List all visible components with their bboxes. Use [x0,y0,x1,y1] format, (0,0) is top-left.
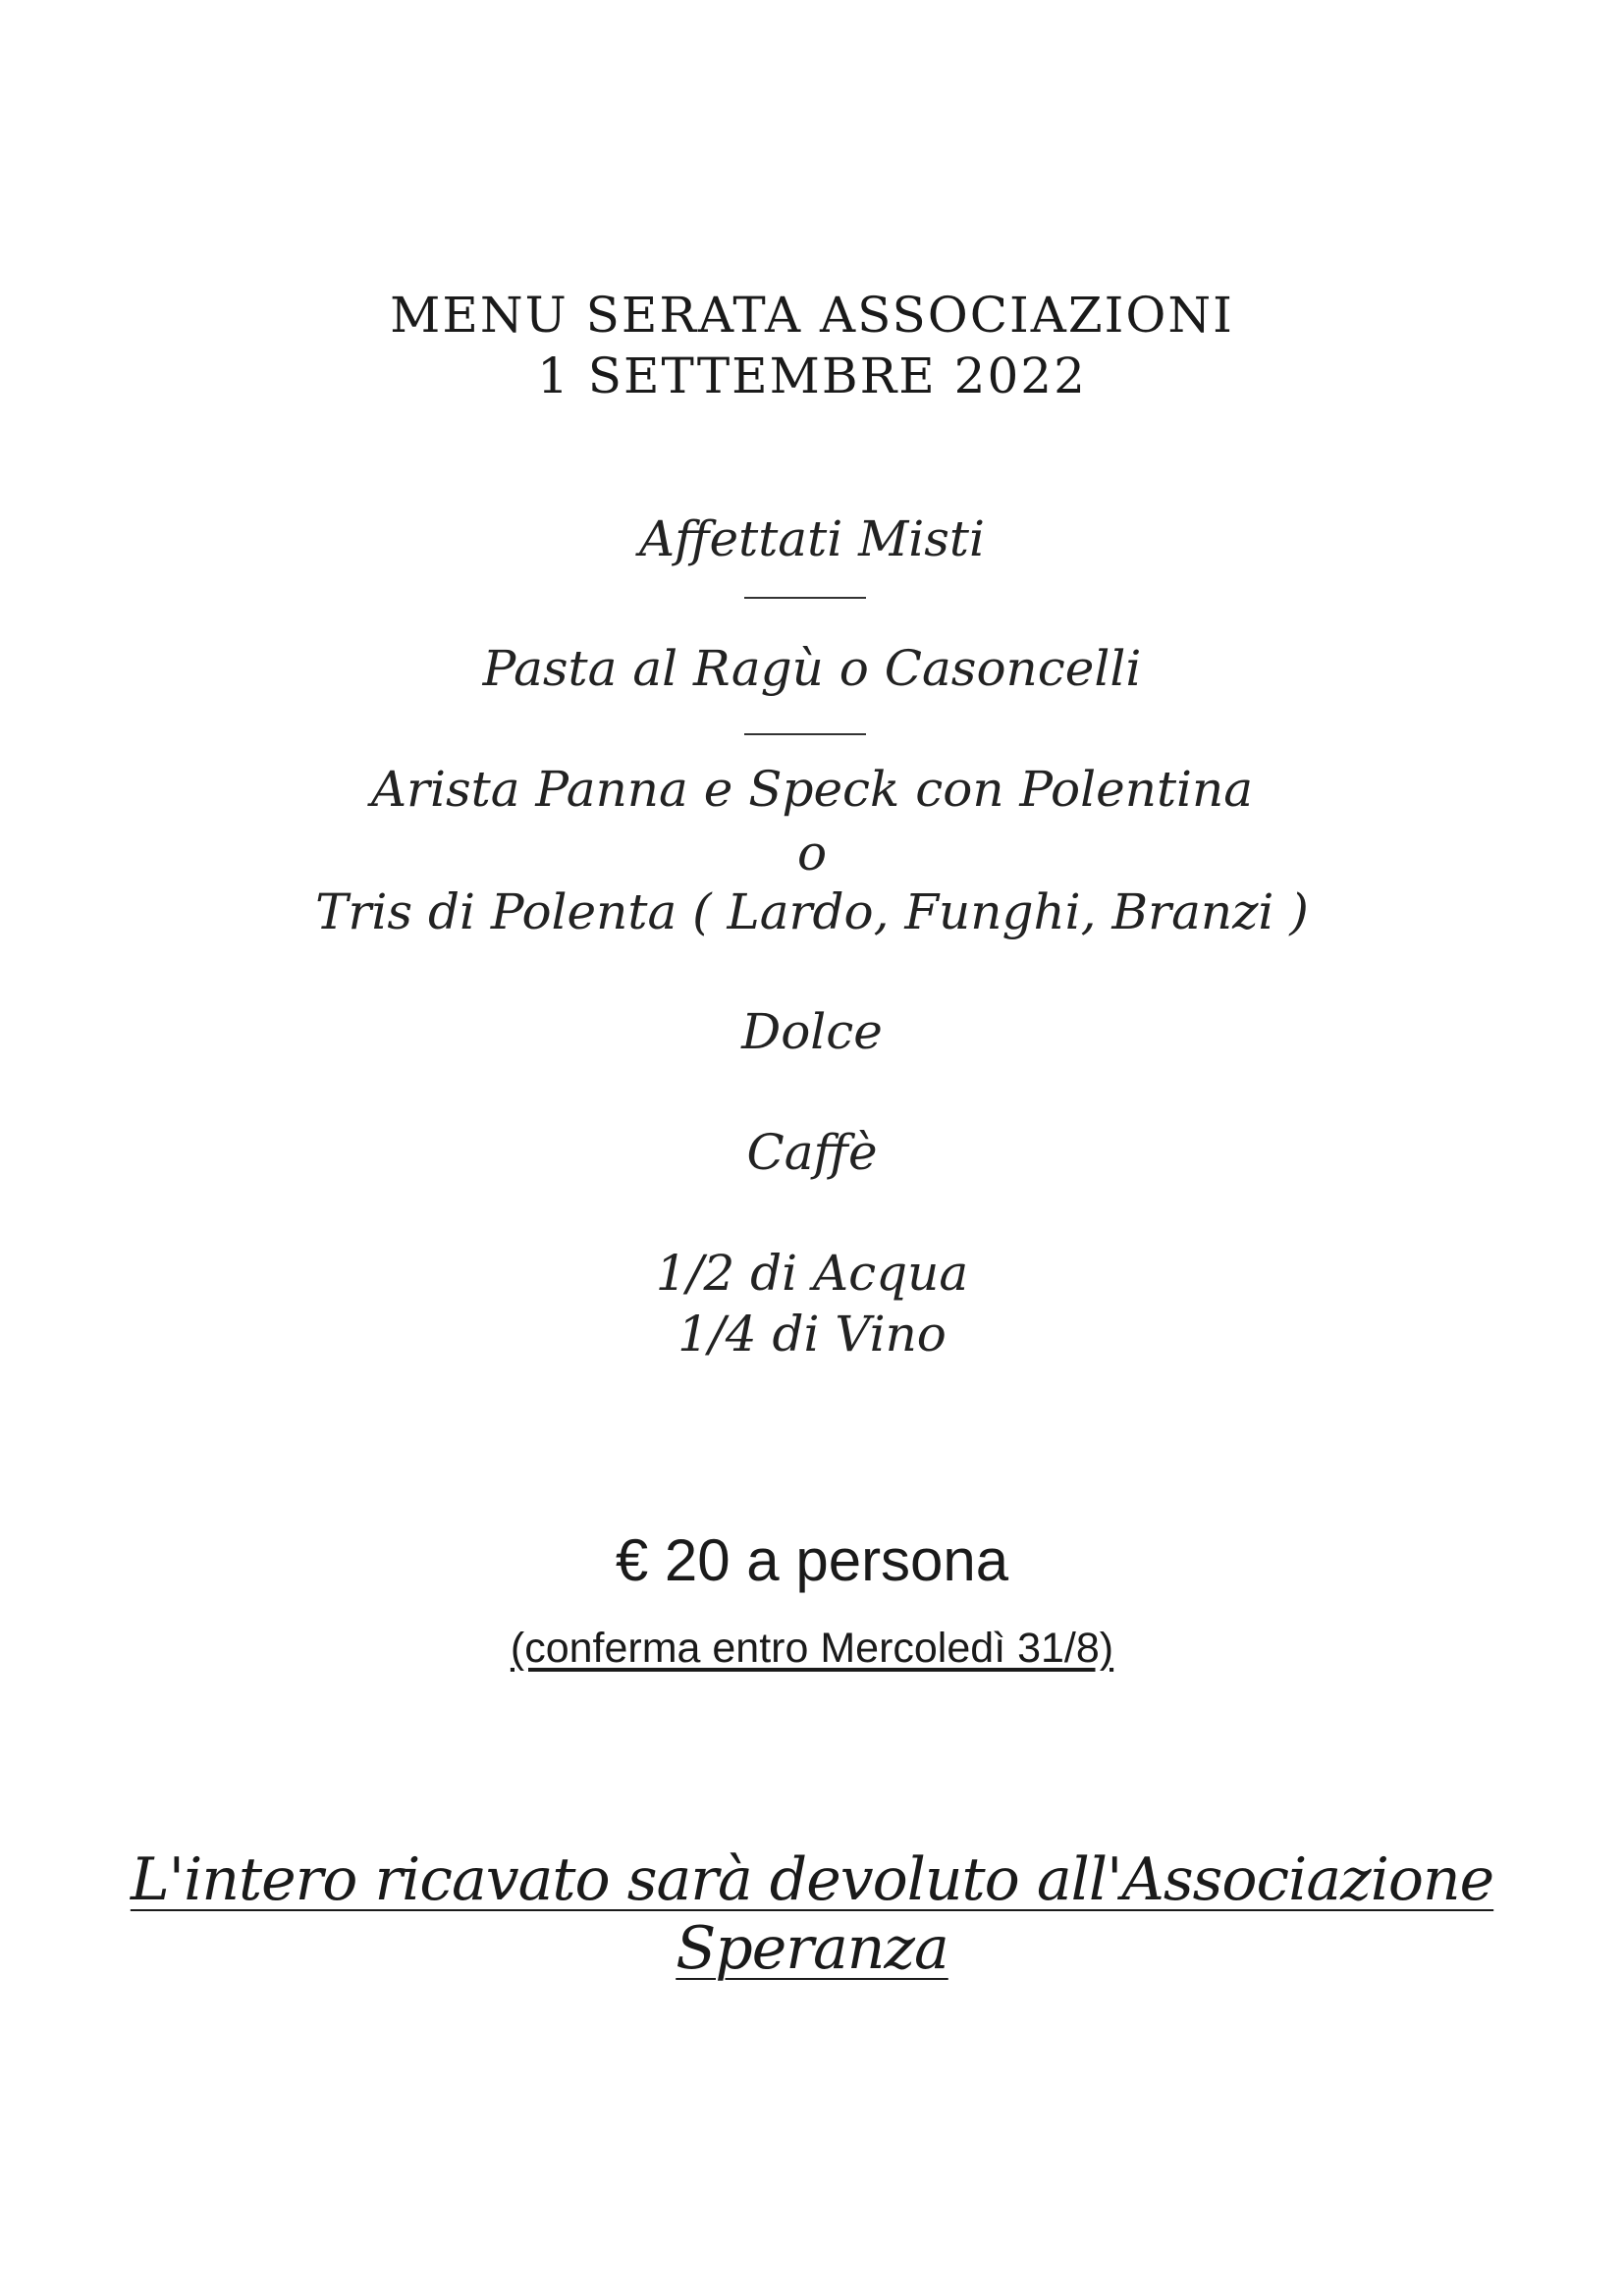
course-primo: Pasta al Ragù o Casoncelli [482,640,1142,697]
title-line-date: 1 SETTEMBRE 2022 [537,347,1087,404]
price-per-person: € 20 a persona [615,1527,1009,1593]
course-caffe: Caffè [746,1124,878,1181]
drink-acqua: 1/2 di Acqua [655,1245,969,1302]
course-secondo-or: o [796,825,828,881]
course-antipasto: Affettati Misti [638,510,986,567]
course-secondo-option-1: Arista Panna e Speck con Polentina [370,761,1254,818]
confirmation-deadline [0,1625,1624,1673]
confirmation-deadline-text: (conferma entro Mercoledì 31/8) [510,1625,1114,1672]
course-dolce: Dolce [741,1003,883,1060]
donation-note [0,1845,1624,1983]
course-separator [744,733,866,735]
donation-note-text: L'intero ricavato sarà devoluto all'Associazione Speranza [130,1845,1494,1983]
menu-title [0,285,1624,406]
title-line-event: MENU SERATA ASSOCIAZIONI [390,287,1234,344]
course-secondo-option-2: Tris di Polenta ( Lardo, Funghi, Branzi ) [315,883,1309,940]
drink-vino: 1/4 di Vino [677,1306,947,1362]
course-separator [744,597,866,599]
